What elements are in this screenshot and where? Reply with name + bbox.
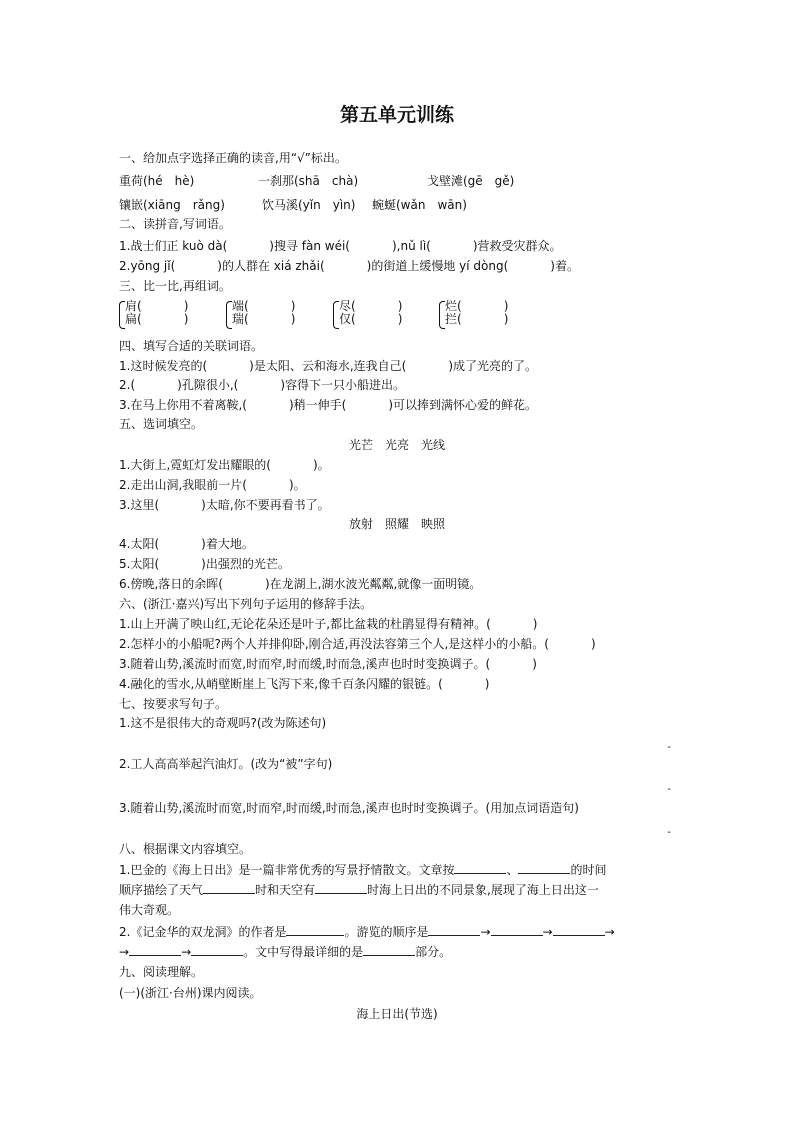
conjunction-line-1: 1.这时候发亮的( )是太阳、云和海水,连我自己( )成了光亮的了。 (119, 359, 538, 373)
section-1-heading: 一、给加点字选择正确的读音,用“√”标出。 (119, 151, 347, 165)
answer-underline[interactable] (428, 924, 480, 936)
conjunction-line-2: 2.( )孔隙很小,( )容得下一只小船进出。 (119, 378, 406, 392)
fill-line: 4.太阳( )着大地。 (119, 537, 254, 551)
rhetoric-line: 3.随着山势,溪流时而宽,时而窄,时而缓,时而急,溪声也时时变换调子。( ) (119, 657, 537, 671)
section-2-heading: 二、读拼音,写词语。 (119, 217, 231, 231)
passage-title: 海上日出(节选) (356, 1007, 438, 1021)
word-bank-item: 照耀 (384, 517, 409, 531)
recall-line: 1.巴金的《海上日出》是一篇非常优秀的写景抒情散文。文章按 、 的时间 (119, 863, 607, 877)
answer-underline[interactable] (491, 924, 543, 936)
answer-underline[interactable] (129, 944, 181, 956)
recall-line: → → 。文中写得最详细的是 部分。 (119, 945, 452, 959)
answer-line-end[interactable]: - (667, 784, 671, 795)
answer-underline[interactable] (553, 924, 605, 936)
pinyin-choice-item[interactable]: 戈壁滩(gē gě) (427, 174, 515, 188)
rewrite-prompt-2: 2.工人高高举起汽油灯。(改为“被”字句) (119, 757, 333, 771)
rhetoric-line: 4.融化的雪水,从峭壁断崖上飞泻下来,像千百条闪耀的银链。( ) (119, 677, 490, 691)
word-bank-1 (0, 437, 794, 453)
pinyin-line-2: 2.yōng jǐ( )的人群在 xiá zhǎi( )的街道上缓慢地 yí dòng( )着。 (119, 259, 579, 273)
fill-line: 6.傍晚,落日的余晖( )在龙湖上,湖水波光粼粼,就像一面明镜。 (119, 577, 482, 591)
conjunction-line-3: 3.在马上你用不着离鞍,( )稍一伸手( )可以捧到满怀心爱的鲜花。 (119, 398, 538, 412)
answer-line-end[interactable]: - (667, 827, 671, 838)
compare-group: 烂( ) 拦( ) (439, 300, 502, 326)
fill-line: 2.走出山洞,我眼前一片( )。 (119, 478, 306, 492)
word-bank-item: 映照 (421, 517, 446, 531)
rewrite-prompt-1: 1.这不是很伟大的奇观吗?(改为陈述句) (119, 716, 327, 730)
answer-underline[interactable] (315, 882, 367, 894)
pinyin-choice-item[interactable]: 镶嵌(xiāng rǎng) (119, 198, 225, 212)
fill-line: 1.大街上,霓虹灯发出耀眼的( )。 (119, 458, 330, 472)
reading-subheading: (一)(浙江·台州)课内阅读。 (119, 986, 262, 1000)
section-8-heading: 八、根据课文内容填空。 (119, 842, 252, 856)
answer-underline[interactable] (454, 862, 506, 874)
pinyin-choice-row-2 (119, 197, 467, 213)
answer-underline[interactable] (191, 944, 243, 956)
answer-underline[interactable] (286, 924, 344, 936)
word-bank-item: 放射 (348, 517, 373, 531)
answer-line-end[interactable]: - (667, 742, 671, 753)
word-bank-item: 光亮 (384, 438, 409, 452)
page-title: 第五单元训练 (339, 104, 454, 126)
pinyin-choice-item[interactable]: 一刹那(shā chà) (258, 174, 359, 188)
section-9-heading: 九、阅读理解。 (119, 965, 204, 979)
pinyin-choice-item[interactable]: 饮马溪(yǐn yìn) (262, 198, 356, 212)
pinyin-choice-item[interactable]: 蜿蜒(wǎn wān) (372, 198, 467, 212)
section-3-heading: 三、比一比,再组词。 (119, 279, 231, 293)
answer-underline[interactable] (518, 862, 570, 874)
word-bank-2 (0, 516, 794, 532)
section-4-heading: 四、填写合适的关联词语。 (119, 339, 264, 353)
section-7-heading: 七、按要求写句子。 (119, 697, 228, 711)
compare-group: 肩( ) 扁( ) (119, 300, 182, 326)
word-bank-item: 光线 (421, 438, 446, 452)
compare-group: 尽( ) 仅( ) (333, 300, 396, 326)
recall-line: 伟大奇观。 (119, 903, 180, 917)
pinyin-choice-item[interactable]: 重荷(hé hè) (119, 174, 195, 188)
answer-underline[interactable] (203, 882, 255, 894)
rewrite-prompt-3: 3.随着山势,溪流时而宽,时而窄,时而缓,时而急,溪声也时时变换调子。(用加点词语造句) (119, 801, 579, 815)
compare-group: 端( ) 瑞( ) (226, 300, 289, 326)
rhetoric-line: 1.山上开满了映山红,无论花朵还是叶子,都比盆栽的杜鹃显得有精神。( ) (119, 617, 538, 631)
word-bank-item: 光芒 (348, 438, 373, 452)
fill-line: 3.这里( )太暗,你不要再看书了。 (119, 498, 330, 512)
pinyin-line-1: 1.战士们正 kuò dà( )搜寻 fàn wéi( ),nǔ lì( )营救受灾群众。 (119, 239, 562, 253)
recall-line: 2.《记金华的双龙洞》的作者是 。游览的顺序是 → → → (119, 925, 615, 939)
pinyin-choice-row-1 (119, 173, 515, 189)
section-5-heading: 五、选词填空。 (119, 417, 204, 431)
recall-line: 顺序描绘了天气 时和天空有 时海上日出的不同景象,展现了海上日出这一 (119, 883, 599, 897)
section-6-heading: 六、(浙江·嘉兴)写出下列句子运用的修辞手法。 (119, 597, 373, 611)
fill-line: 5.太阳( )出强烈的光芒。 (119, 557, 290, 571)
rhetoric-line: 2.怎样小的小船呢?两个人并排仰卧,刚合适,再没法容第三个人,是这样小的小船。( ) (119, 637, 596, 651)
answer-underline[interactable] (363, 944, 415, 956)
